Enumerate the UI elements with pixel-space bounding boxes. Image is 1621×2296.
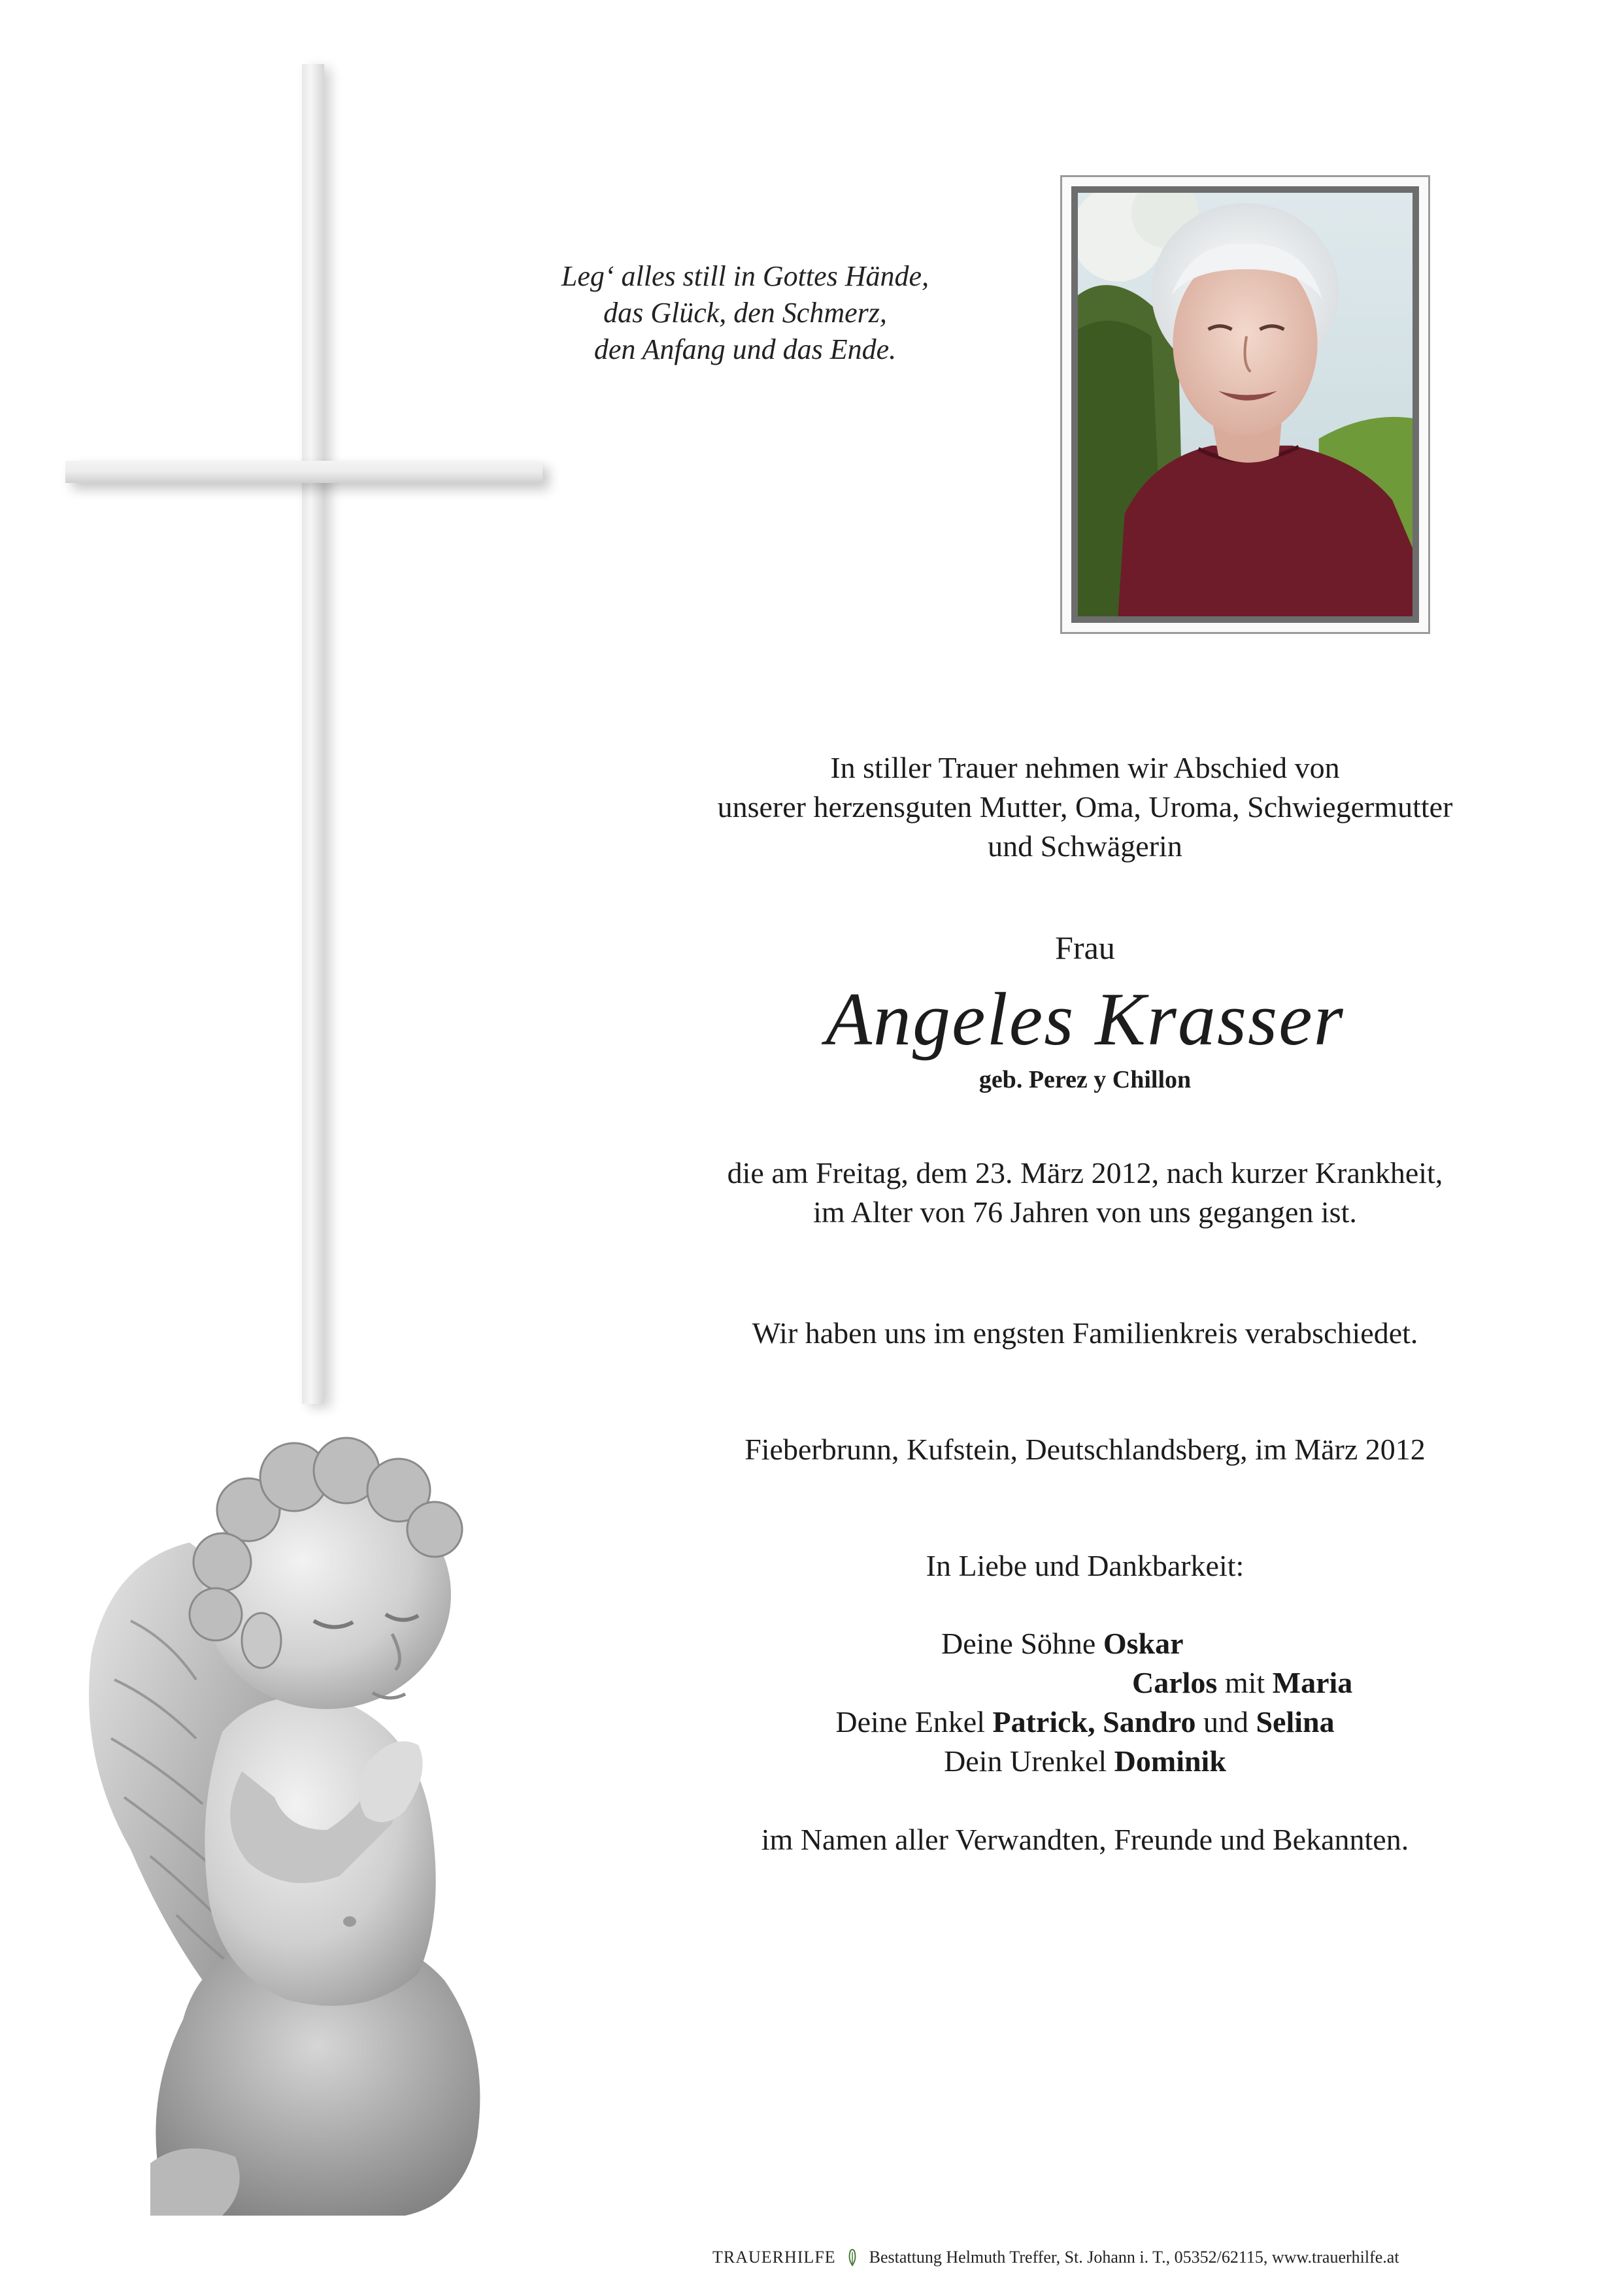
portrait-frame bbox=[1060, 175, 1430, 634]
family-list bbox=[601, 1624, 1569, 1781]
death-notice-line: die am Freitag, dem 23. März 2012, nach kurzer Krankheit, bbox=[727, 1156, 1443, 1190]
intro-line: unserer herzensguten Mutter, Oma, Uroma, Schwiegermutter bbox=[717, 790, 1453, 824]
family-great-grandchild-line bbox=[601, 1742, 1569, 1781]
footer-text: Bestattung Helmuth Treffer, St. Johann i. T., 05352/62115, www.trauerhilfe.at bbox=[869, 2248, 1399, 2267]
poem bbox=[444, 258, 1046, 368]
family-label: Deine Söhne bbox=[941, 1627, 1103, 1660]
deceased-name: Angeles Krasser bbox=[826, 978, 1345, 1061]
family-grandchildren-line bbox=[601, 1703, 1569, 1742]
places-date: Fieberbrunn, Kufstein, Deutschlandsberg, im März 2012 bbox=[744, 1433, 1426, 1466]
family-label: Deine Enkel bbox=[835, 1705, 993, 1739]
intro-line: und Schwägerin bbox=[988, 829, 1182, 863]
family-label: mit bbox=[1217, 1666, 1273, 1699]
family-sons-line bbox=[601, 1624, 1569, 1663]
poem-line: Leg‘ alles still in Gottes Hände, bbox=[561, 260, 929, 292]
gratitude-text: In Liebe und Dankbarkeit: bbox=[926, 1549, 1245, 1582]
poem-line: den Anfang und das Ende. bbox=[593, 333, 897, 365]
family-member: Oskar bbox=[1103, 1627, 1184, 1660]
family-member: Carlos bbox=[1132, 1666, 1218, 1699]
cross-crossbar bbox=[65, 461, 543, 483]
family-member: Patrick, Sandro bbox=[992, 1705, 1196, 1739]
intro-text bbox=[601, 748, 1569, 866]
salutation: Frau bbox=[1055, 929, 1115, 966]
footer-brand: TRAUERHILFE bbox=[712, 2248, 836, 2267]
leaf-icon bbox=[844, 2247, 861, 2267]
death-notice-line: im Alter von 76 Jahren von uns gegangen ist. bbox=[813, 1195, 1357, 1229]
family-member: Dominik bbox=[1114, 1744, 1226, 1778]
portrait-photo bbox=[1071, 186, 1419, 623]
family-member: Selina bbox=[1256, 1705, 1335, 1739]
behalf-text: im Namen aller Verwandten, Freunde und Bekannten. bbox=[761, 1823, 1409, 1856]
footer bbox=[712, 2246, 1588, 2269]
poem-line: das Glück, den Schmerz, bbox=[603, 297, 887, 329]
farewell-text: Wir haben uns im engsten Familienkreis verabschiedet. bbox=[752, 1316, 1418, 1350]
praying-cherub-statue bbox=[52, 1314, 614, 2229]
death-notice bbox=[601, 1154, 1569, 1232]
family-member: Maria bbox=[1272, 1666, 1353, 1699]
intro-line: In stiller Trauer nehmen wir Abschied von bbox=[830, 751, 1340, 784]
family-son2-line bbox=[601, 1663, 1569, 1703]
maiden-name: geb. Perez y Chillon bbox=[978, 1066, 1192, 1093]
cross-icon bbox=[302, 64, 324, 1404]
family-label: Dein Urenkel bbox=[944, 1744, 1114, 1778]
family-label: und bbox=[1195, 1705, 1256, 1739]
